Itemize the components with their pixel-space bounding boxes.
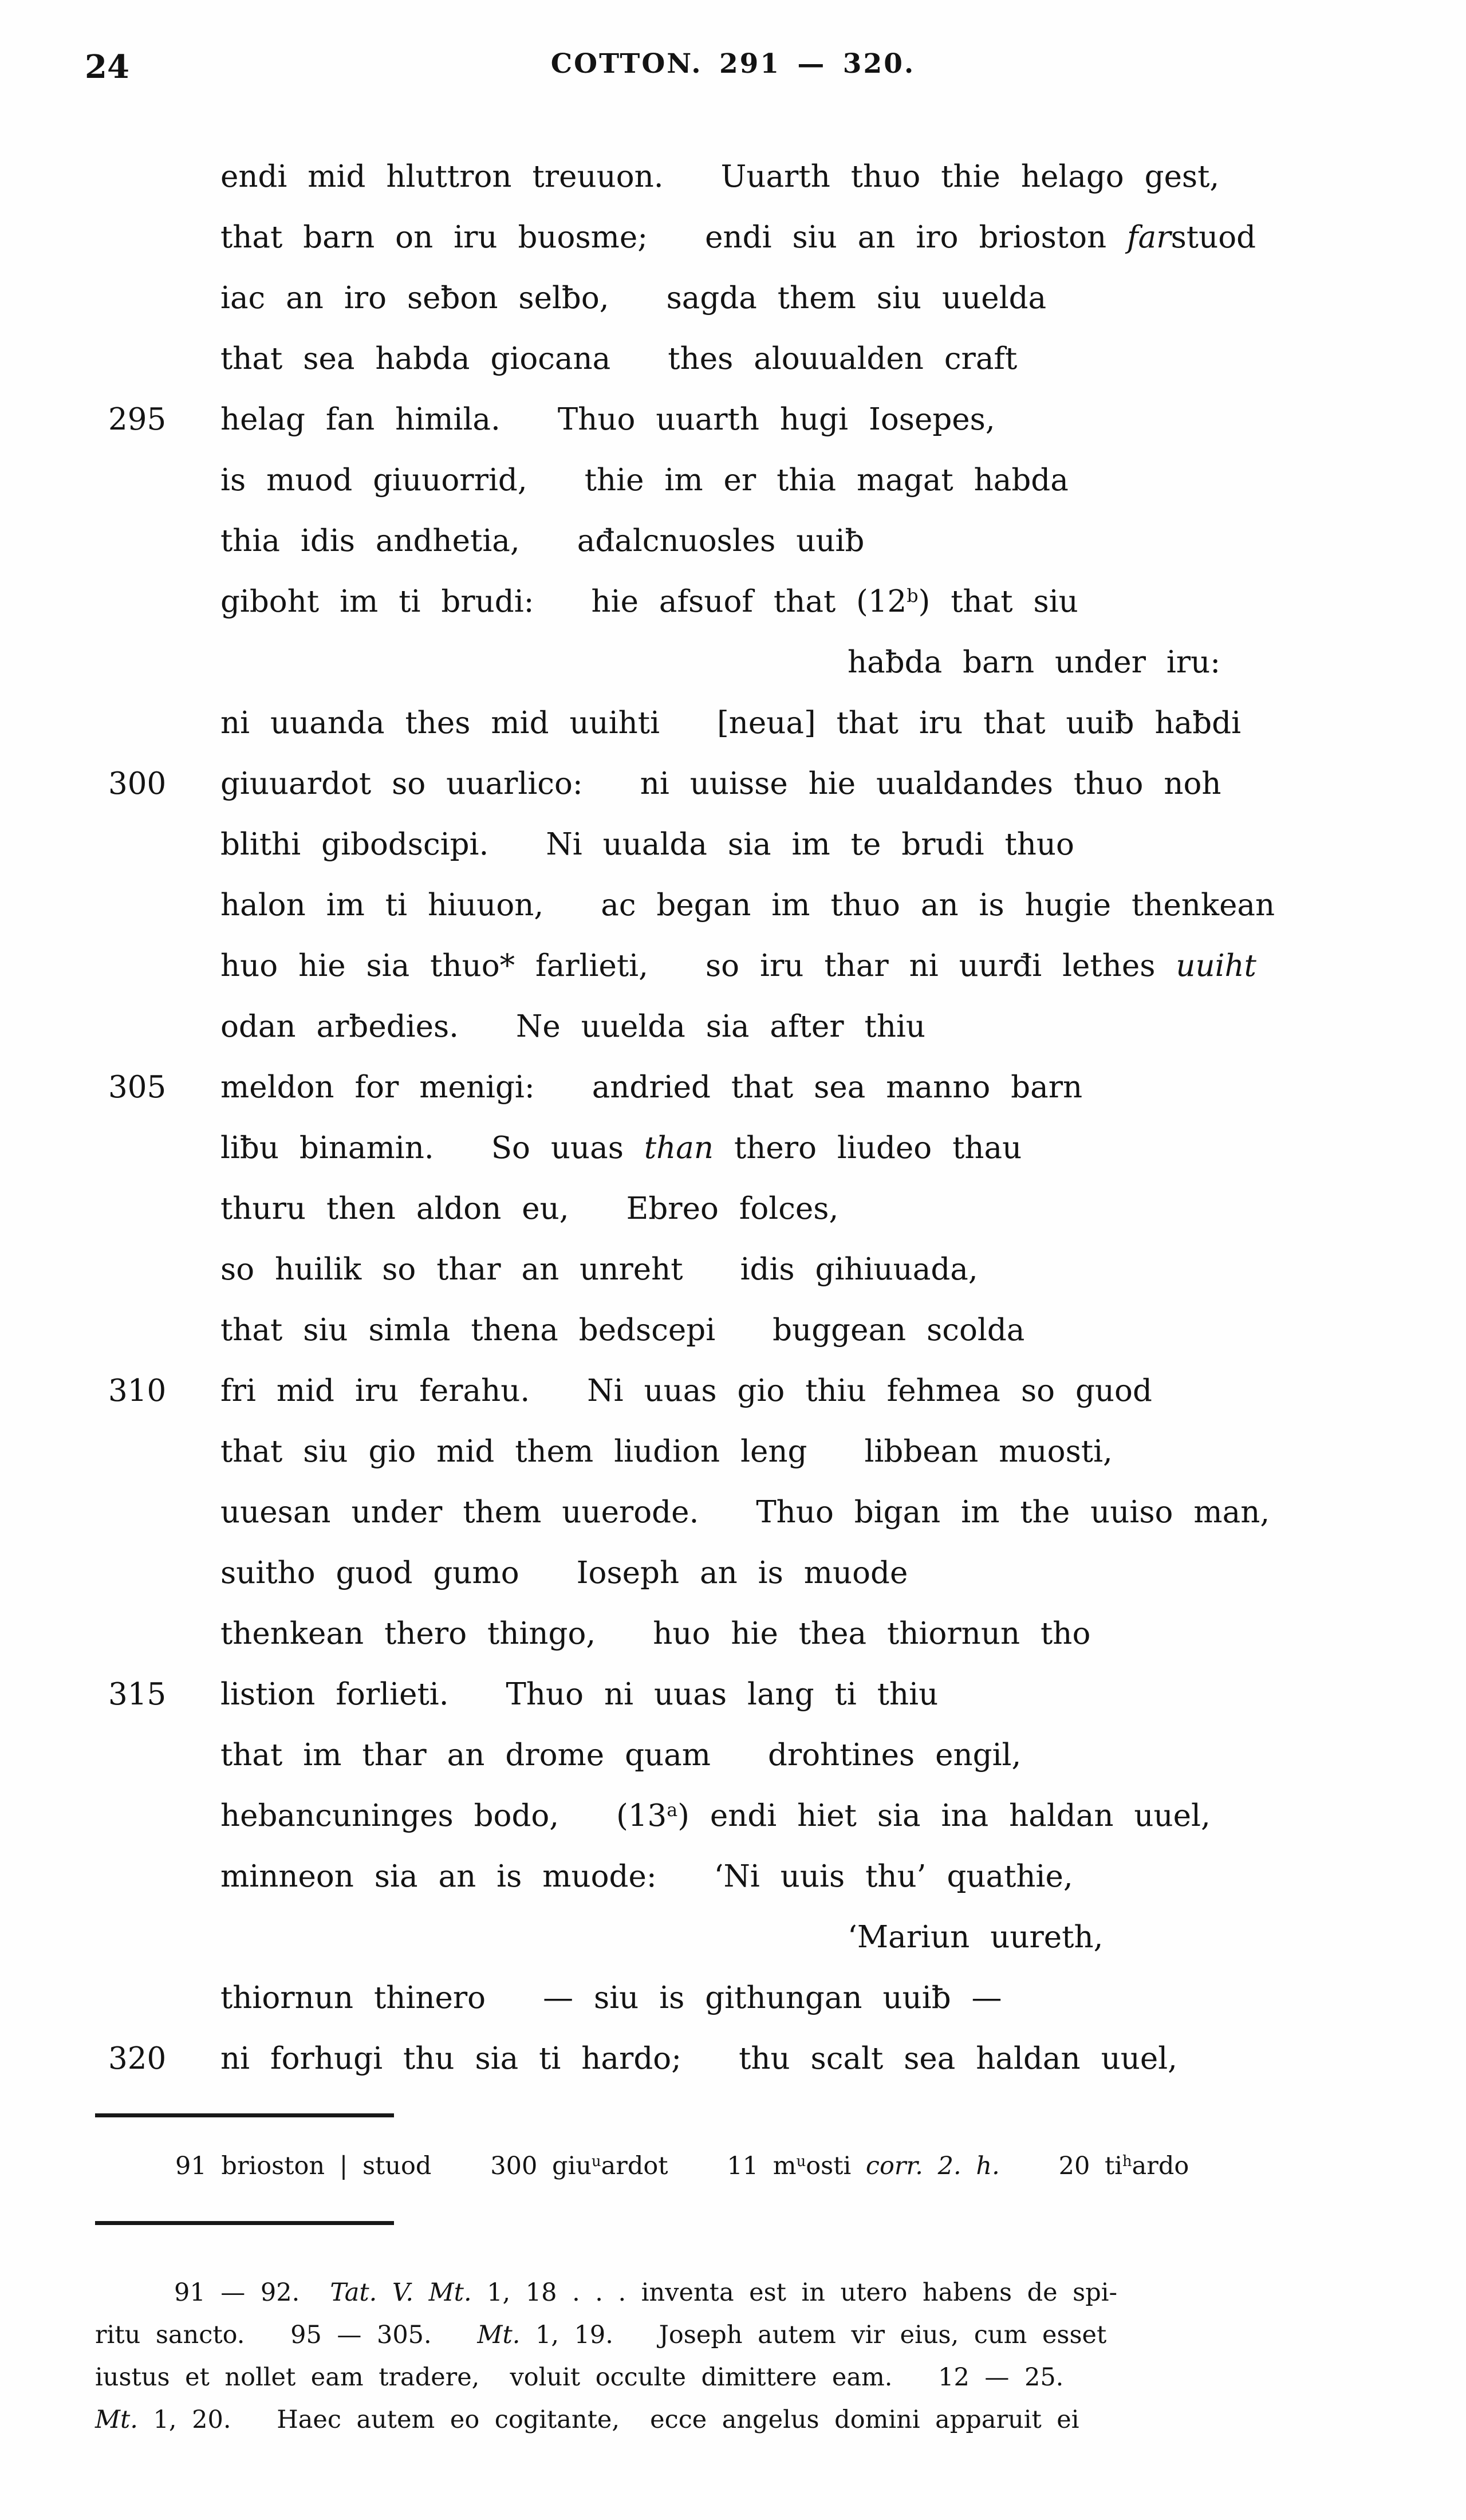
text-run: 91 — 92.: [174, 2278, 330, 2307]
italic-run: Mt.: [477, 2321, 521, 2349]
verse-line: [220, 1543, 1412, 1604]
verse-number: 320: [108, 2041, 167, 2076]
half-line-left: [220, 1131, 434, 1166]
text-run: ) endi hiet sia ina haldan uuel,: [677, 1798, 1211, 1833]
verse-number: 300: [108, 766, 167, 801]
verse-line: [220, 1725, 1412, 1786]
text-run: ni uuisse hie uualdandes thuo noh: [640, 766, 1221, 801]
text-run: endi siu an iro brioston: [705, 220, 1128, 255]
text-run: iustus et nollet eam tradere, voluit occulte dimittere eam. 12 — 25.: [95, 2363, 1064, 2392]
verse-line: [220, 1482, 1412, 1543]
verse-line: [220, 450, 1412, 511]
half-line-right: [667, 281, 1046, 316]
italic-run: than: [644, 1131, 714, 1166]
text-run: thes alouualden craft: [668, 341, 1018, 376]
half-line-left: [220, 159, 664, 194]
half-line-right: [585, 463, 1069, 498]
superscript-siglum: u: [796, 2152, 806, 2170]
text-run: (13: [616, 1798, 667, 1833]
text-run: Thuo ni uuas lang ti thiu: [506, 1677, 939, 1712]
text-run: 1, 20. Haec autem eo cogitante, ecce angelus domini apparuit ei: [137, 2405, 1079, 2434]
verse-line: [220, 1239, 1412, 1300]
text-run: thia idis andhetia,: [220, 523, 520, 558]
half-line-left: [220, 1616, 596, 1651]
half-line-right: [491, 1131, 1022, 1166]
text-run: minneon sia an is muode:: [220, 1859, 657, 1894]
text-run: suitho guod gumo: [220, 1556, 519, 1590]
half-line-left: [220, 1373, 530, 1408]
text-run: Thuo bigan im the uuiso man,: [756, 1495, 1270, 1530]
text-run: buggean scolda: [773, 1313, 1025, 1348]
text-run: — siu is githungan uuiƀ —: [543, 1980, 1002, 2015]
superscript-siglum: b: [907, 585, 919, 607]
half-line-left: [220, 1313, 715, 1348]
half-line-right: [668, 341, 1017, 376]
italic-run: Mt.: [95, 2405, 138, 2434]
half-line-right: [587, 1373, 1152, 1408]
text-run: halon im ti hiuuon,: [220, 888, 544, 923]
text-run: that sea habda giocana: [220, 341, 611, 376]
half-line-left: [220, 1677, 449, 1712]
text-run: so iru thar ni uurđi lethes: [705, 948, 1176, 983]
italic-run: corr. 2. h.: [865, 2152, 1000, 2180]
poem-text: [108, 147, 1412, 2089]
superscript-siglum: a: [667, 1799, 678, 1821]
verse-line: [220, 147, 1412, 207]
text-run: thenkean thero thingo,: [220, 1616, 596, 1651]
half-line-left: [220, 341, 610, 376]
footnotes-block: [95, 2271, 1395, 2441]
text-run: thero liudeo thau: [714, 1131, 1022, 1166]
verse-number: 305: [108, 1070, 167, 1105]
half-line-right: [756, 1495, 1270, 1530]
verse-line: [220, 511, 1412, 572]
text-run: meldon for menigi:: [220, 1070, 535, 1105]
half-line-right: [705, 220, 1256, 255]
text-run: liƀu binamin.: [220, 1131, 434, 1166]
text-run: ni uuanda thes mid uuihti: [220, 706, 660, 741]
text-run: Ni uualda sia im te brudi thuo: [546, 827, 1074, 862]
text-run: ardot 11 m: [601, 2152, 797, 2180]
verse-line: [220, 936, 1412, 997]
verse-line: [220, 329, 1412, 389]
text-run: 20 ti: [999, 2152, 1123, 2180]
text-run: ađalcnuosles uuiƀ: [577, 523, 865, 558]
half-line-left: [220, 1980, 486, 2015]
text-run: that siu simla thena bedscepi: [220, 1313, 716, 1348]
verse-line: [220, 875, 1412, 936]
text-run: thiornun thinero: [220, 1980, 486, 2015]
half-line-left: [220, 1495, 699, 1530]
text-run: ni forhugi thu sia ti hardo;: [220, 2041, 682, 2076]
text-run: fri mid iru ferahu.: [220, 1373, 530, 1408]
half-line-right: [601, 888, 1275, 923]
text-run: hie afsuof that (12: [591, 584, 907, 619]
page-number: 24: [85, 48, 129, 86]
header-title: COTTON. 291 — 320.: [550, 48, 916, 80]
footnote-line: [95, 2399, 1395, 2441]
text-run: andried that sea manno barn: [592, 1070, 1083, 1105]
text-run: Ne uuelda sia after thiu: [516, 1009, 926, 1044]
separator-rule-bottom: [95, 2221, 394, 2225]
text-run: thuru then aldon eu,: [220, 1191, 569, 1226]
verse-line: [108, 389, 1412, 450]
text-run: ac began im thuo an is hugie thenkean: [601, 888, 1275, 923]
half-line-right: [739, 2041, 1177, 2076]
verse-line: [220, 1300, 1412, 1361]
text-run: 1, 18 . . . inventa est in utero habens de spi-: [471, 2278, 1118, 2307]
half-line-left: [220, 1009, 459, 1044]
half-line-right: [592, 584, 1078, 619]
verse-line: [220, 572, 1412, 632]
half-line-right: [616, 1798, 1211, 1833]
verse-line: [220, 1179, 1412, 1239]
italic-run: far: [1127, 220, 1171, 255]
text-run: thie im er thia magat habda: [584, 463, 1069, 498]
half-line-right: [577, 1556, 908, 1590]
verse-line: [108, 754, 1412, 814]
text-run: osti: [806, 2152, 866, 2180]
text-run: that siu gio mid them liudion leng: [220, 1434, 807, 1469]
half-line-right: [848, 1920, 1103, 1955]
verse-line: [220, 1118, 1412, 1179]
verse-line: [220, 1422, 1412, 1482]
half-line-left: [220, 1859, 657, 1894]
half-line-left: [220, 523, 520, 558]
half-line-left: [220, 584, 534, 619]
half-line-left: [220, 1252, 683, 1287]
text-run: 91 brioston | stuod 300 giu: [175, 2152, 592, 2180]
half-line-right: [626, 1191, 839, 1226]
half-line-left: [220, 402, 501, 437]
verse-line: [220, 693, 1412, 754]
half-line-right: [640, 766, 1221, 801]
text-run: endi mid hluttron treuuon.: [220, 159, 664, 194]
half-line-left: [220, 2041, 681, 2076]
half-line-right: [768, 1738, 1021, 1773]
text-run: Ni uuas gio thiu fehmea so guod: [587, 1373, 1152, 1408]
verse-line: [108, 1057, 1412, 1118]
verse-line: [220, 1604, 1412, 1664]
text-run: idis gihiuuada,: [740, 1252, 978, 1287]
half-line-right: [577, 523, 865, 558]
half-line-left: [220, 1070, 535, 1105]
half-line-left: [220, 766, 583, 801]
half-line-left: [220, 706, 660, 741]
text-run: Thuo uuarth hugi Iosepes,: [557, 402, 995, 437]
text-run: huo hie thea thiornun tho: [653, 1616, 1091, 1651]
critical-apparatus-line: [175, 2149, 1189, 2187]
text-run: libbean muosti,: [864, 1434, 1113, 1469]
verse-number: 310: [108, 1373, 167, 1408]
footnote-line: [95, 2314, 1395, 2356]
superscript-siglum: h: [1122, 2152, 1132, 2170]
half-line-left: [220, 1191, 569, 1226]
verse-number: 315: [108, 1677, 167, 1712]
half-line-right: [558, 402, 995, 437]
italic-run: Tat. V. Mt.: [330, 2278, 472, 2307]
half-line-right: [506, 1677, 939, 1712]
text-run: uuesan under them uuerode.: [220, 1495, 699, 1530]
half-line-right: [516, 1009, 925, 1044]
half-line-left: [220, 1798, 559, 1833]
text-run: Ioseph an is muode: [576, 1556, 908, 1590]
verse-line: [220, 207, 1412, 268]
verse-line: [220, 1846, 1412, 1907]
text-run: ritu sancto. 95 — 305.: [95, 2321, 478, 2349]
half-line-left: [220, 281, 609, 316]
half-line-left: [220, 220, 648, 255]
text-run: [neua] that iru that uuiƀ haƀdi: [717, 706, 1242, 741]
half-line-left: [220, 1434, 807, 1469]
half-line-right: [706, 948, 1256, 983]
half-line-left: [220, 1738, 711, 1773]
text-run: haƀda barn under iru:: [848, 645, 1221, 680]
half-line-left: [220, 463, 527, 498]
half-line-left: [220, 1556, 519, 1590]
half-line-left: [220, 888, 543, 923]
text-run: huo hie sia thuo* farlieti,: [220, 948, 648, 983]
verse-line: [108, 1664, 1412, 1725]
text-run: ) that siu: [918, 584, 1078, 619]
text-run: ‘Ni uuis thu’ quathie,: [714, 1859, 1073, 1894]
text-run: Uuarth thuo thie helago gest,: [720, 159, 1220, 194]
separator-rule-top: [95, 2113, 394, 2117]
verse-line: [220, 997, 1412, 1057]
superscript-siglum: u: [592, 2152, 601, 2170]
half-line-right: [653, 1616, 1090, 1651]
half-line-right: [848, 645, 1220, 680]
text-run: helag fan himila.: [220, 402, 501, 437]
text-run: ardo: [1132, 2152, 1189, 2180]
verse-line: [220, 1786, 1412, 1846]
text-run: iac an iro seƀon selƀo,: [220, 281, 609, 316]
text-run: 1, 19. Joseph autem vir eius, cum esset: [520, 2321, 1107, 2349]
text-run: Ebreo folces,: [626, 1191, 839, 1226]
verse-number: 295: [108, 402, 167, 437]
text-run: listion forlieti.: [220, 1677, 449, 1712]
text-run: giboht im ti brudi:: [220, 584, 534, 619]
half-line-right: [592, 1070, 1082, 1105]
text-run: giuuardot so uuarlico:: [220, 766, 583, 801]
text-run: thu scalt sea haldan uuel,: [739, 2041, 1178, 2076]
text-run: stuod: [1171, 220, 1256, 255]
italic-run: uuiht: [1176, 948, 1256, 983]
text-run: that im thar an drome quam: [220, 1738, 711, 1773]
running-head: [0, 48, 1466, 94]
half-line-right: [714, 1859, 1073, 1894]
text-run: is muod giuuorrid,: [220, 463, 527, 498]
text-run: that barn on iru buosme;: [220, 220, 648, 255]
verse-line-continuation: [220, 1907, 1412, 1968]
half-line-left: [220, 827, 488, 862]
text-run: sagda them siu uuelda: [666, 281, 1047, 316]
text-run: odan arƀedies.: [220, 1009, 459, 1044]
text-run: hebancuninges bodo,: [220, 1798, 559, 1833]
half-line-left: [220, 948, 648, 983]
half-line-right: [717, 706, 1241, 741]
footnote-line: [95, 2356, 1395, 2399]
text-run: So uuas: [491, 1131, 644, 1166]
half-line-right: [740, 1252, 978, 1287]
footnote-line: [95, 2271, 1395, 2314]
half-line-right: [865, 1434, 1113, 1469]
text-run: so huilik so thar an unreht: [220, 1252, 683, 1287]
verse-line: [220, 814, 1412, 875]
verse-line: [220, 1968, 1412, 2029]
verse-line: [108, 1361, 1412, 1422]
verse-line: [220, 268, 1412, 329]
half-line-right: [773, 1313, 1024, 1348]
text-run: ‘Mariun uureth,: [848, 1920, 1104, 1955]
half-line-right: [546, 827, 1074, 862]
half-line-right: [543, 1980, 1002, 2015]
verse-line-continuation: [220, 632, 1412, 693]
text-run: blithi gibodscipi.: [220, 827, 489, 862]
verse-line: [108, 2029, 1412, 2089]
half-line-right: [721, 159, 1220, 194]
text-run: drohtines engil,: [767, 1738, 1022, 1773]
